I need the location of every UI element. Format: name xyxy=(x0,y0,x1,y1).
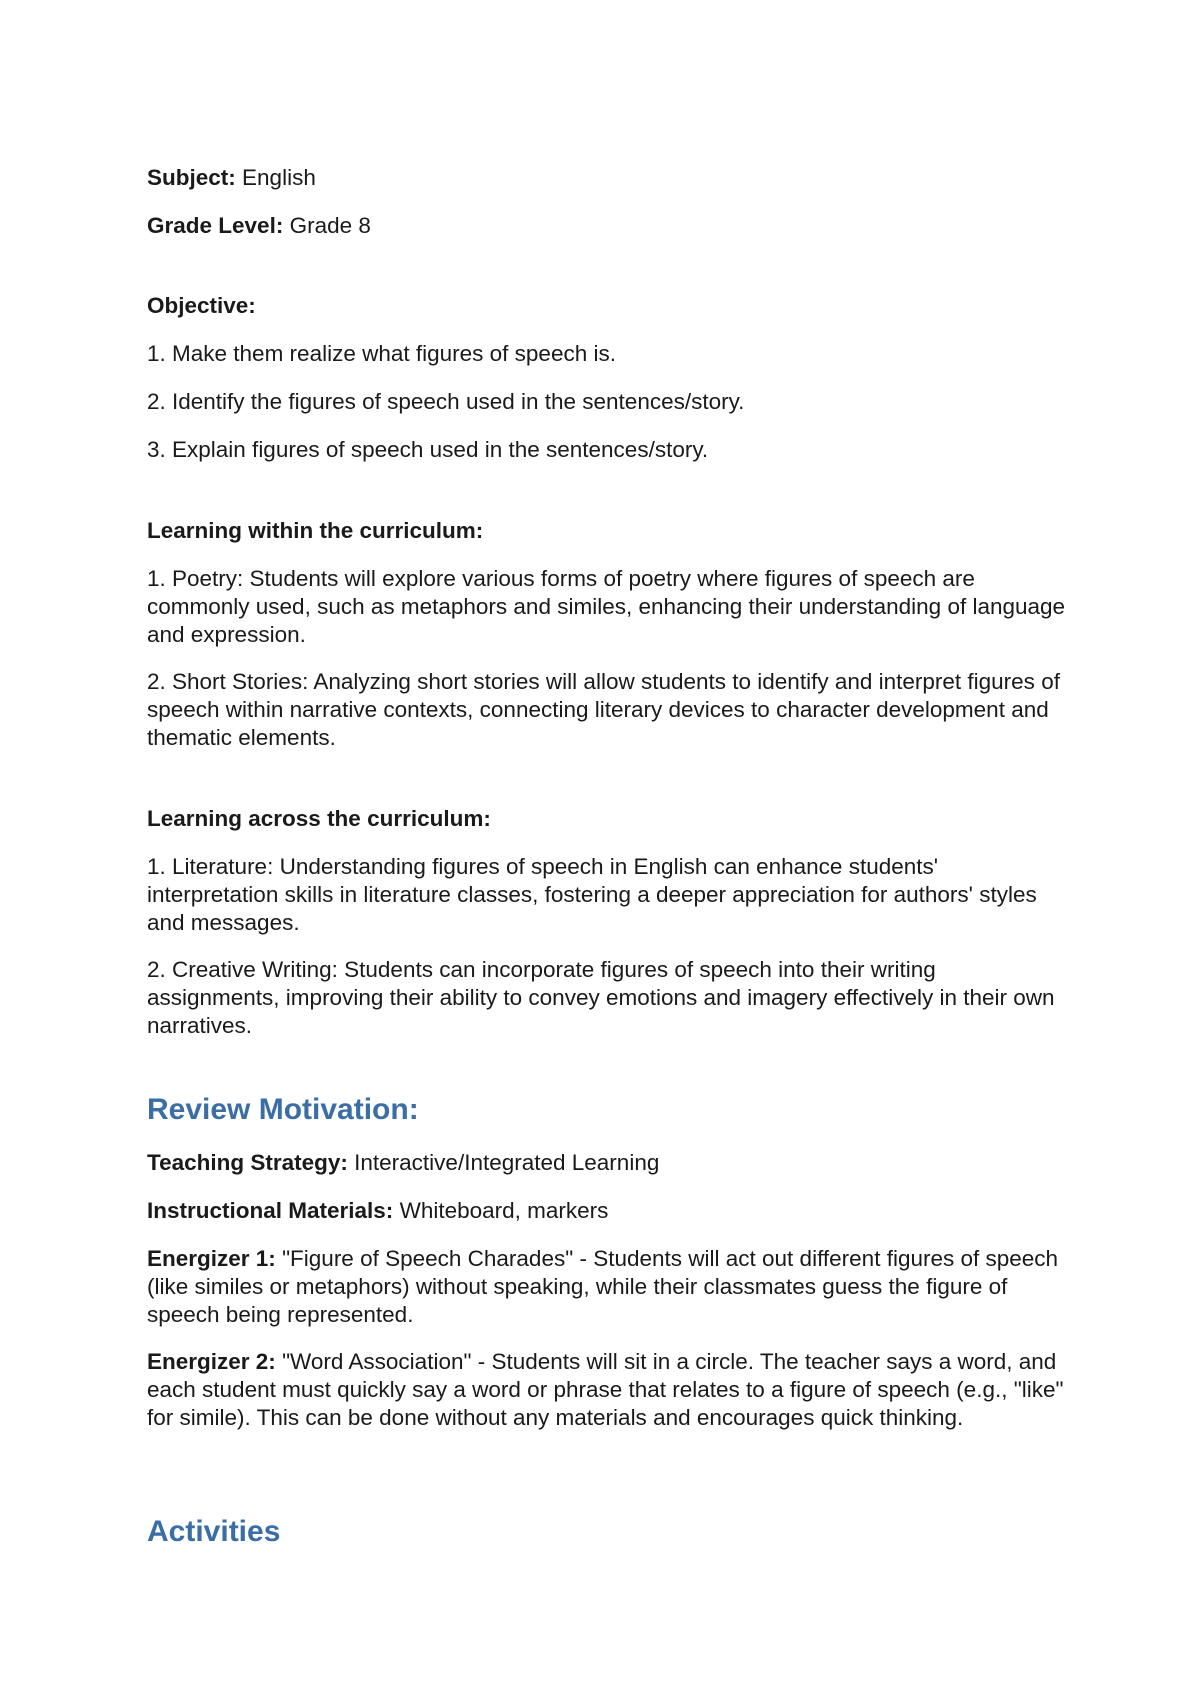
energizer-2 xyxy=(147,1348,1067,1432)
teaching-strategy-value: Interactive/Integrated Learning xyxy=(354,1150,660,1175)
energizer-1-text: "Figure of Speech Charades" - Students will act out different figures of speech (like similes or metaphors) without speaking, while their classmates guess the figure of speech being represented. xyxy=(147,1246,1059,1327)
energizer-1 xyxy=(147,1245,1067,1329)
energizer-2-label: Energizer 2: xyxy=(147,1349,276,1374)
instructional-materials-value: Whiteboard, markers xyxy=(399,1198,609,1223)
subject-value: English xyxy=(242,165,316,190)
energizer-1-label: Energizer 1: xyxy=(147,1246,276,1271)
subject-label: Subject: xyxy=(147,165,236,190)
grade-value: Grade 8 xyxy=(289,213,371,238)
grade-line xyxy=(147,212,371,240)
within-heading: Learning within the curriculum: xyxy=(147,518,484,543)
instructional-materials-line xyxy=(147,1197,608,1225)
subject-line xyxy=(147,164,316,192)
objective-item-2: 2. Identify the figures of speech used in the sentences/story. xyxy=(147,389,745,414)
grade-label: Grade Level: xyxy=(147,213,284,238)
activities-heading: Activities xyxy=(147,1515,281,1548)
across-item-1: 1. Literature: Understanding figures of speech in English can enhance students' interpretation skills in literature classes, fostering a deeper appreciation for authors' styles and messages. xyxy=(147,854,1037,935)
objective-item-3: 3. Explain figures of speech used in the sentences/story. xyxy=(147,437,709,462)
within-item-1: 1. Poetry: Students will explore various forms of poetry where figures of speech are commonly used, such as metaphors and similes, enhancing their understanding of language and expression. xyxy=(147,566,1066,647)
teaching-strategy-label: Teaching Strategy: xyxy=(147,1150,348,1175)
teaching-strategy-line xyxy=(147,1149,659,1177)
across-item-2: 2. Creative Writing: Students can incorporate figures of speech into their writing assignments, improving their ability to convey emotions and imagery effectively in their own narratives. xyxy=(147,957,1055,1038)
energizer-2-text: "Word Association" - Students will sit in a circle. The teacher says a word, and each student must quickly say a word or phrase that relates to a figure of speech (e.g., "like" for simile). This can be done without any materials and encourages quick thinking. xyxy=(147,1349,1064,1430)
across-heading: Learning across the curriculum: xyxy=(147,806,491,831)
instructional-materials-label: Instructional Materials: xyxy=(147,1198,394,1223)
objective-item-1: 1. Make them realize what figures of speech is. xyxy=(147,341,616,366)
objective-heading: Objective: xyxy=(147,293,256,318)
within-item-2: 2. Short Stories: Analyzing short stories will allow students to identify and interpret figures of speech within narrative contexts, connecting literary devices to character development and thematic elements. xyxy=(147,669,1060,750)
review-motivation-heading: Review Motivation: xyxy=(147,1093,419,1126)
